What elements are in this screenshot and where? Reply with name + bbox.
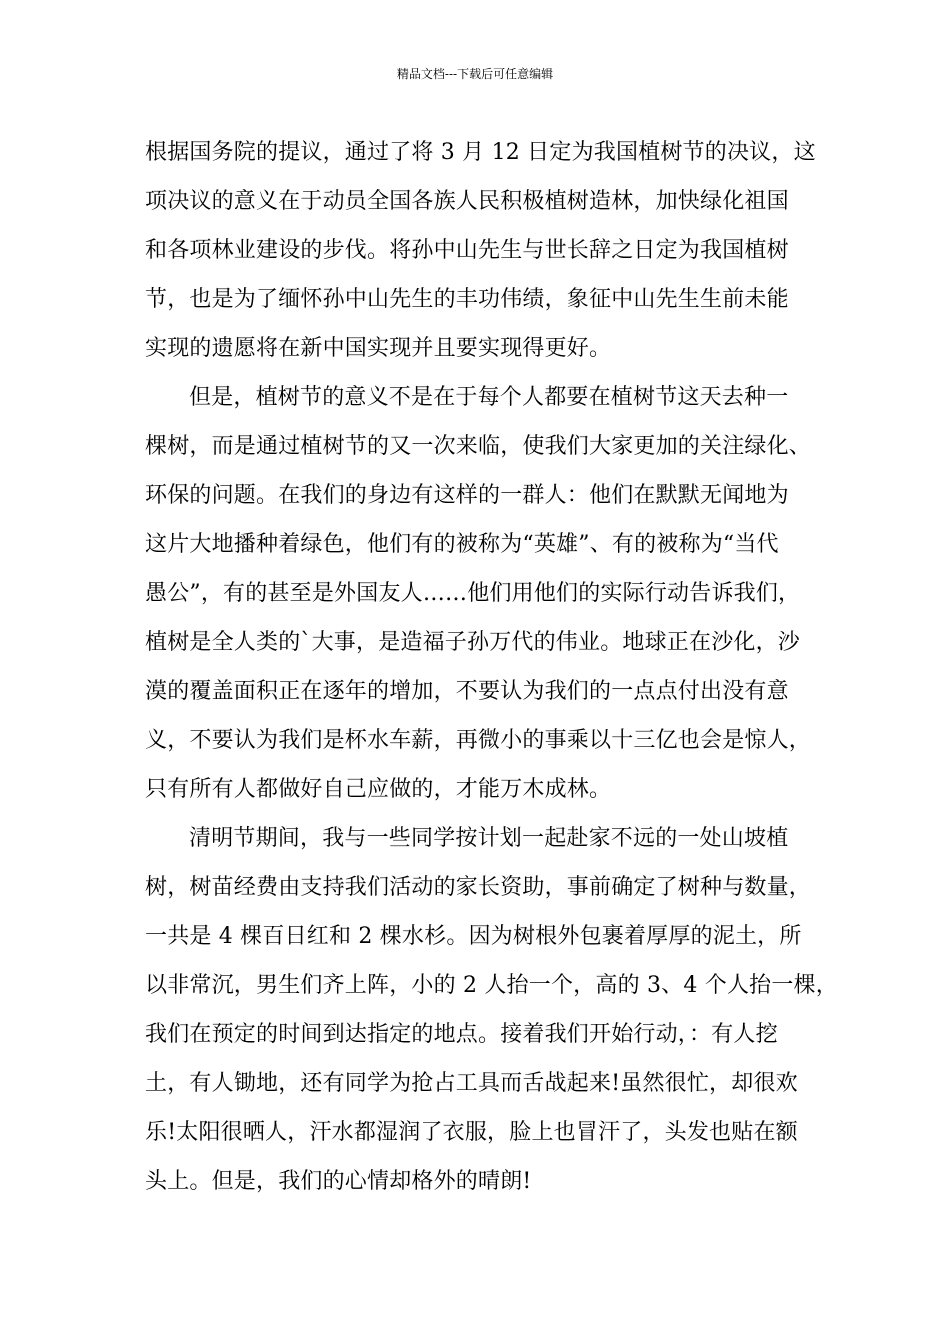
text-line: 清明节期间，我与一些同学按计划一起赴家不远的一处山坡植 — [189, 826, 789, 851]
text-line: 实现的遗愿将在新中国实现并且要实现得更好。 — [145, 336, 612, 361]
text-line: 一共是 4 棵百日红和 2 棵水杉。因为树根外包裹着厚厚的泥土，所 — [145, 924, 802, 949]
text-line: 漠的覆盖面积正在逐年的增加，不要认为我们的一点点付出没有意 — [145, 679, 789, 704]
text-line: 愚公”，有的甚至是外国友人……他们用他们的实际行动告诉我们， — [145, 581, 801, 606]
text-line: 项决议的意义在于动员全国各族人民积极植树造林，加快绿化祖国 — [145, 189, 789, 214]
text-line: 环保的问题。在我们的身边有这样的一群人：他们在默默无闻地为 — [145, 483, 789, 508]
paragraph-2 — [145, 376, 835, 817]
text-line: 我们在预定的时间到达指定的地点。接着我们开始行动，：有人挖 — [145, 1022, 778, 1047]
text-line: 以非常沉，男生们齐上阵，小的 2 人抬一个，高的 3、4 个人抬一棵， — [145, 973, 838, 998]
text-line: 义，不要认为我们是杯水车薪，再微小的事乘以十三亿也会是惊人， — [145, 728, 812, 753]
text-line: 但是，植树节的意义不是在于每个人都要在植树节这天去种一 — [189, 385, 789, 410]
text-line: 只有所有人都做好自己应做的，才能万木成林。 — [145, 777, 612, 802]
text-line: 棵树，而是通过植树节的又一次来临，使我们大家更加的关注绿化、 — [145, 434, 812, 459]
paragraph-1 — [145, 131, 835, 376]
text-line: 树，树苗经费由支持我们活动的家长资助，事前确定了树种与数量， — [145, 875, 812, 900]
text-line: 和各项林业建设的步伐。将孙中山先生与世长辞之日定为我国植树 — [145, 238, 789, 263]
paragraph-3 — [145, 817, 838, 1209]
page-header: 精品文档---下载后可任意编辑 — [396, 67, 554, 81]
text-line: 这片大地播种着绿色，他们有的被称为“英雄”、有的被称为“当代 — [145, 532, 779, 557]
text-line: 土，有人锄地，还有同学为抢占工具而舌战起来!虽然很忙，却很欢 — [145, 1071, 798, 1096]
text-line: 乐!太阳很晒人，汗水都湿润了衣服，脸上也冒汗了，头发也贴在额 — [145, 1120, 798, 1145]
text-line: 植树是全人类的`大事，是造福子孙万代的伟业。地球正在沙化，沙 — [145, 630, 801, 655]
text-line: 节，也是为了缅怀孙中山先生的丰功伟绩，象征中山先生生前未能 — [145, 287, 789, 312]
document-body — [145, 131, 838, 1209]
text-line: 根据国务院的提议，通过了将 3 月 12 日定为我国植树节的决议，这 — [145, 140, 816, 165]
text-line: 头上。但是，我们的心情却格外的晴朗! — [145, 1169, 532, 1194]
